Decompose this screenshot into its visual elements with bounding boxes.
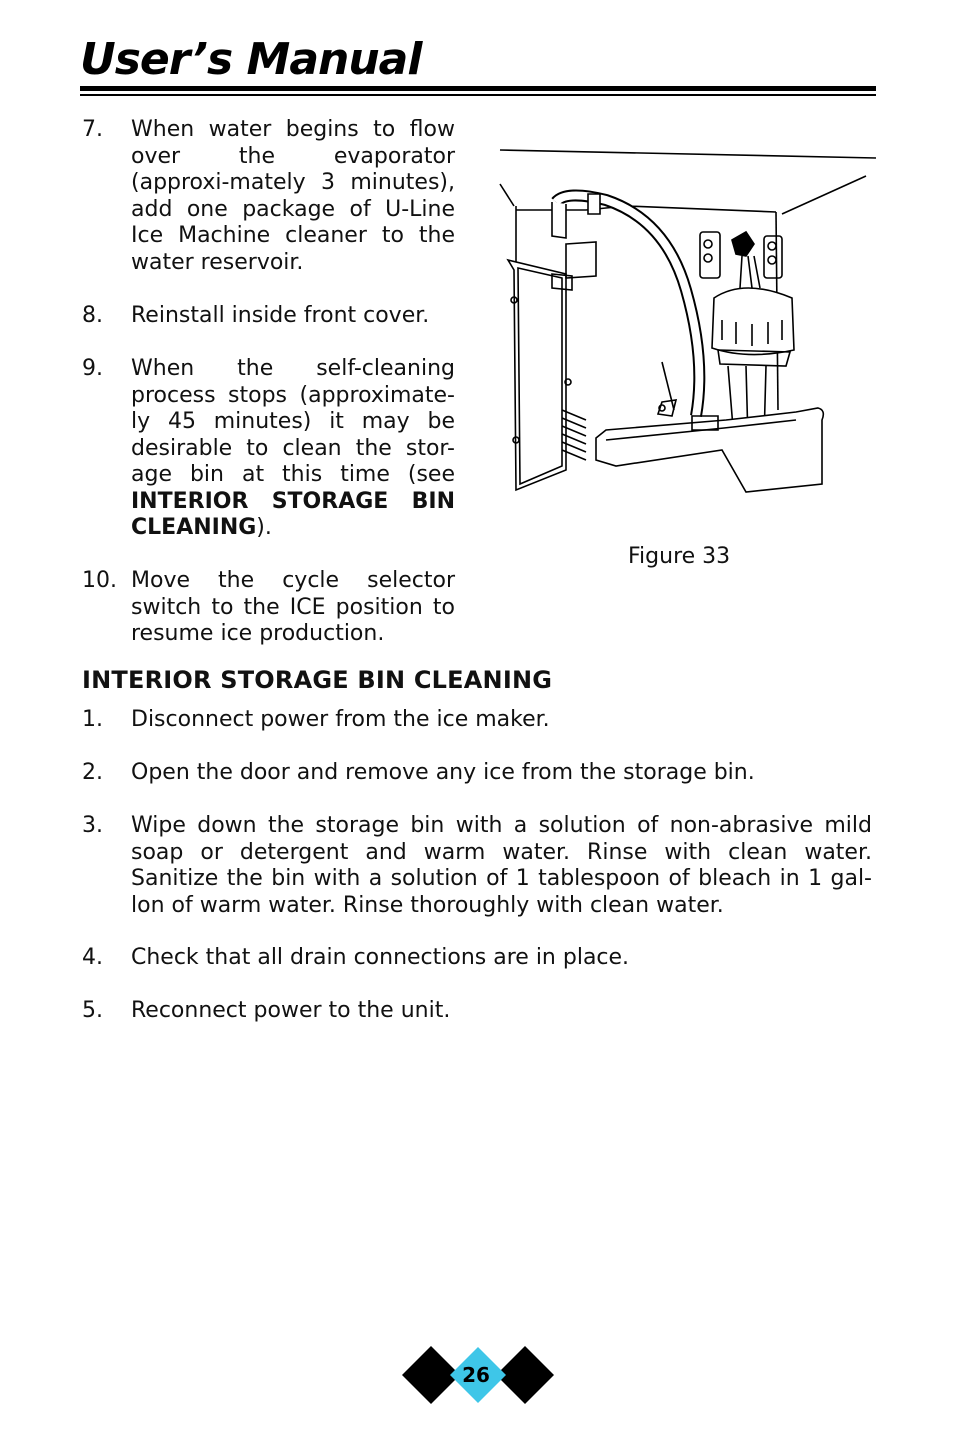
step-number: 2. (82, 760, 103, 785)
section-step-1 (82, 707, 872, 734)
step-number: 1. (82, 707, 103, 732)
step-text: Move the cycle selector switch to the ICE position to resume ice production. (131, 568, 455, 646)
step-number: 9. (82, 356, 103, 381)
step-text: When water begins to flow over the evaporator (approxi-mately 3 minutes), add one package of U-Line Ice Machine cleaner to the water reservoir. (131, 117, 455, 275)
step-7 (82, 117, 455, 276)
step-9 (82, 356, 455, 542)
page-title: User’s Manual (80, 34, 422, 85)
step-text-part: ). (256, 515, 272, 540)
step-text: Open the door and remove any ice from the storage bin. (131, 760, 755, 785)
step-number: 8. (82, 303, 103, 328)
step-text: Disconnect power from the ice maker. (131, 707, 550, 732)
step-number: 4. (82, 945, 103, 970)
section-reference: INTERIOR STORAGE BIN CLEANING (131, 488, 455, 540)
figure-caption: Figure 33 (628, 544, 731, 569)
step-text-part: When the self-cleaning process stops (approximate-ly 45 minutes) it may be desirable to clean the stor-age bin at this time (see (131, 356, 455, 487)
step-text (131, 356, 455, 542)
step-number: 5. (82, 998, 103, 1023)
section-step-3 (82, 813, 872, 919)
step-text: Reconnect power to the unit. (131, 998, 451, 1023)
step-number: 3. (82, 813, 103, 838)
section-step-5 (82, 998, 872, 1025)
section-step-4 (82, 945, 872, 972)
step-8 (82, 303, 455, 330)
ice-machine-evaporator-illustration (496, 140, 880, 500)
step-number: 10. (82, 568, 117, 593)
step-number: 7. (82, 117, 103, 142)
section-heading: INTERIOR STORAGE BIN CLEANING (82, 666, 553, 694)
step-text: Reinstall inside front cover. (131, 303, 430, 328)
header-rule-thick (80, 86, 876, 91)
page-number: 26 (462, 1363, 490, 1387)
step-10 (82, 568, 455, 648)
header-rule-thin (80, 94, 876, 96)
section-step-2 (82, 760, 872, 787)
step-text: Check that all drain connections are in place. (131, 945, 630, 970)
step-text: Wipe down the storage bin with a solution of non-abrasive mild soap or detergent and warm water. Rinse with clean water. Sanitize the bin with a solution of 1 tablespoon of bleach in 1 gal-lon of warm water. Rinse thoroughly with clean water. (131, 813, 872, 918)
